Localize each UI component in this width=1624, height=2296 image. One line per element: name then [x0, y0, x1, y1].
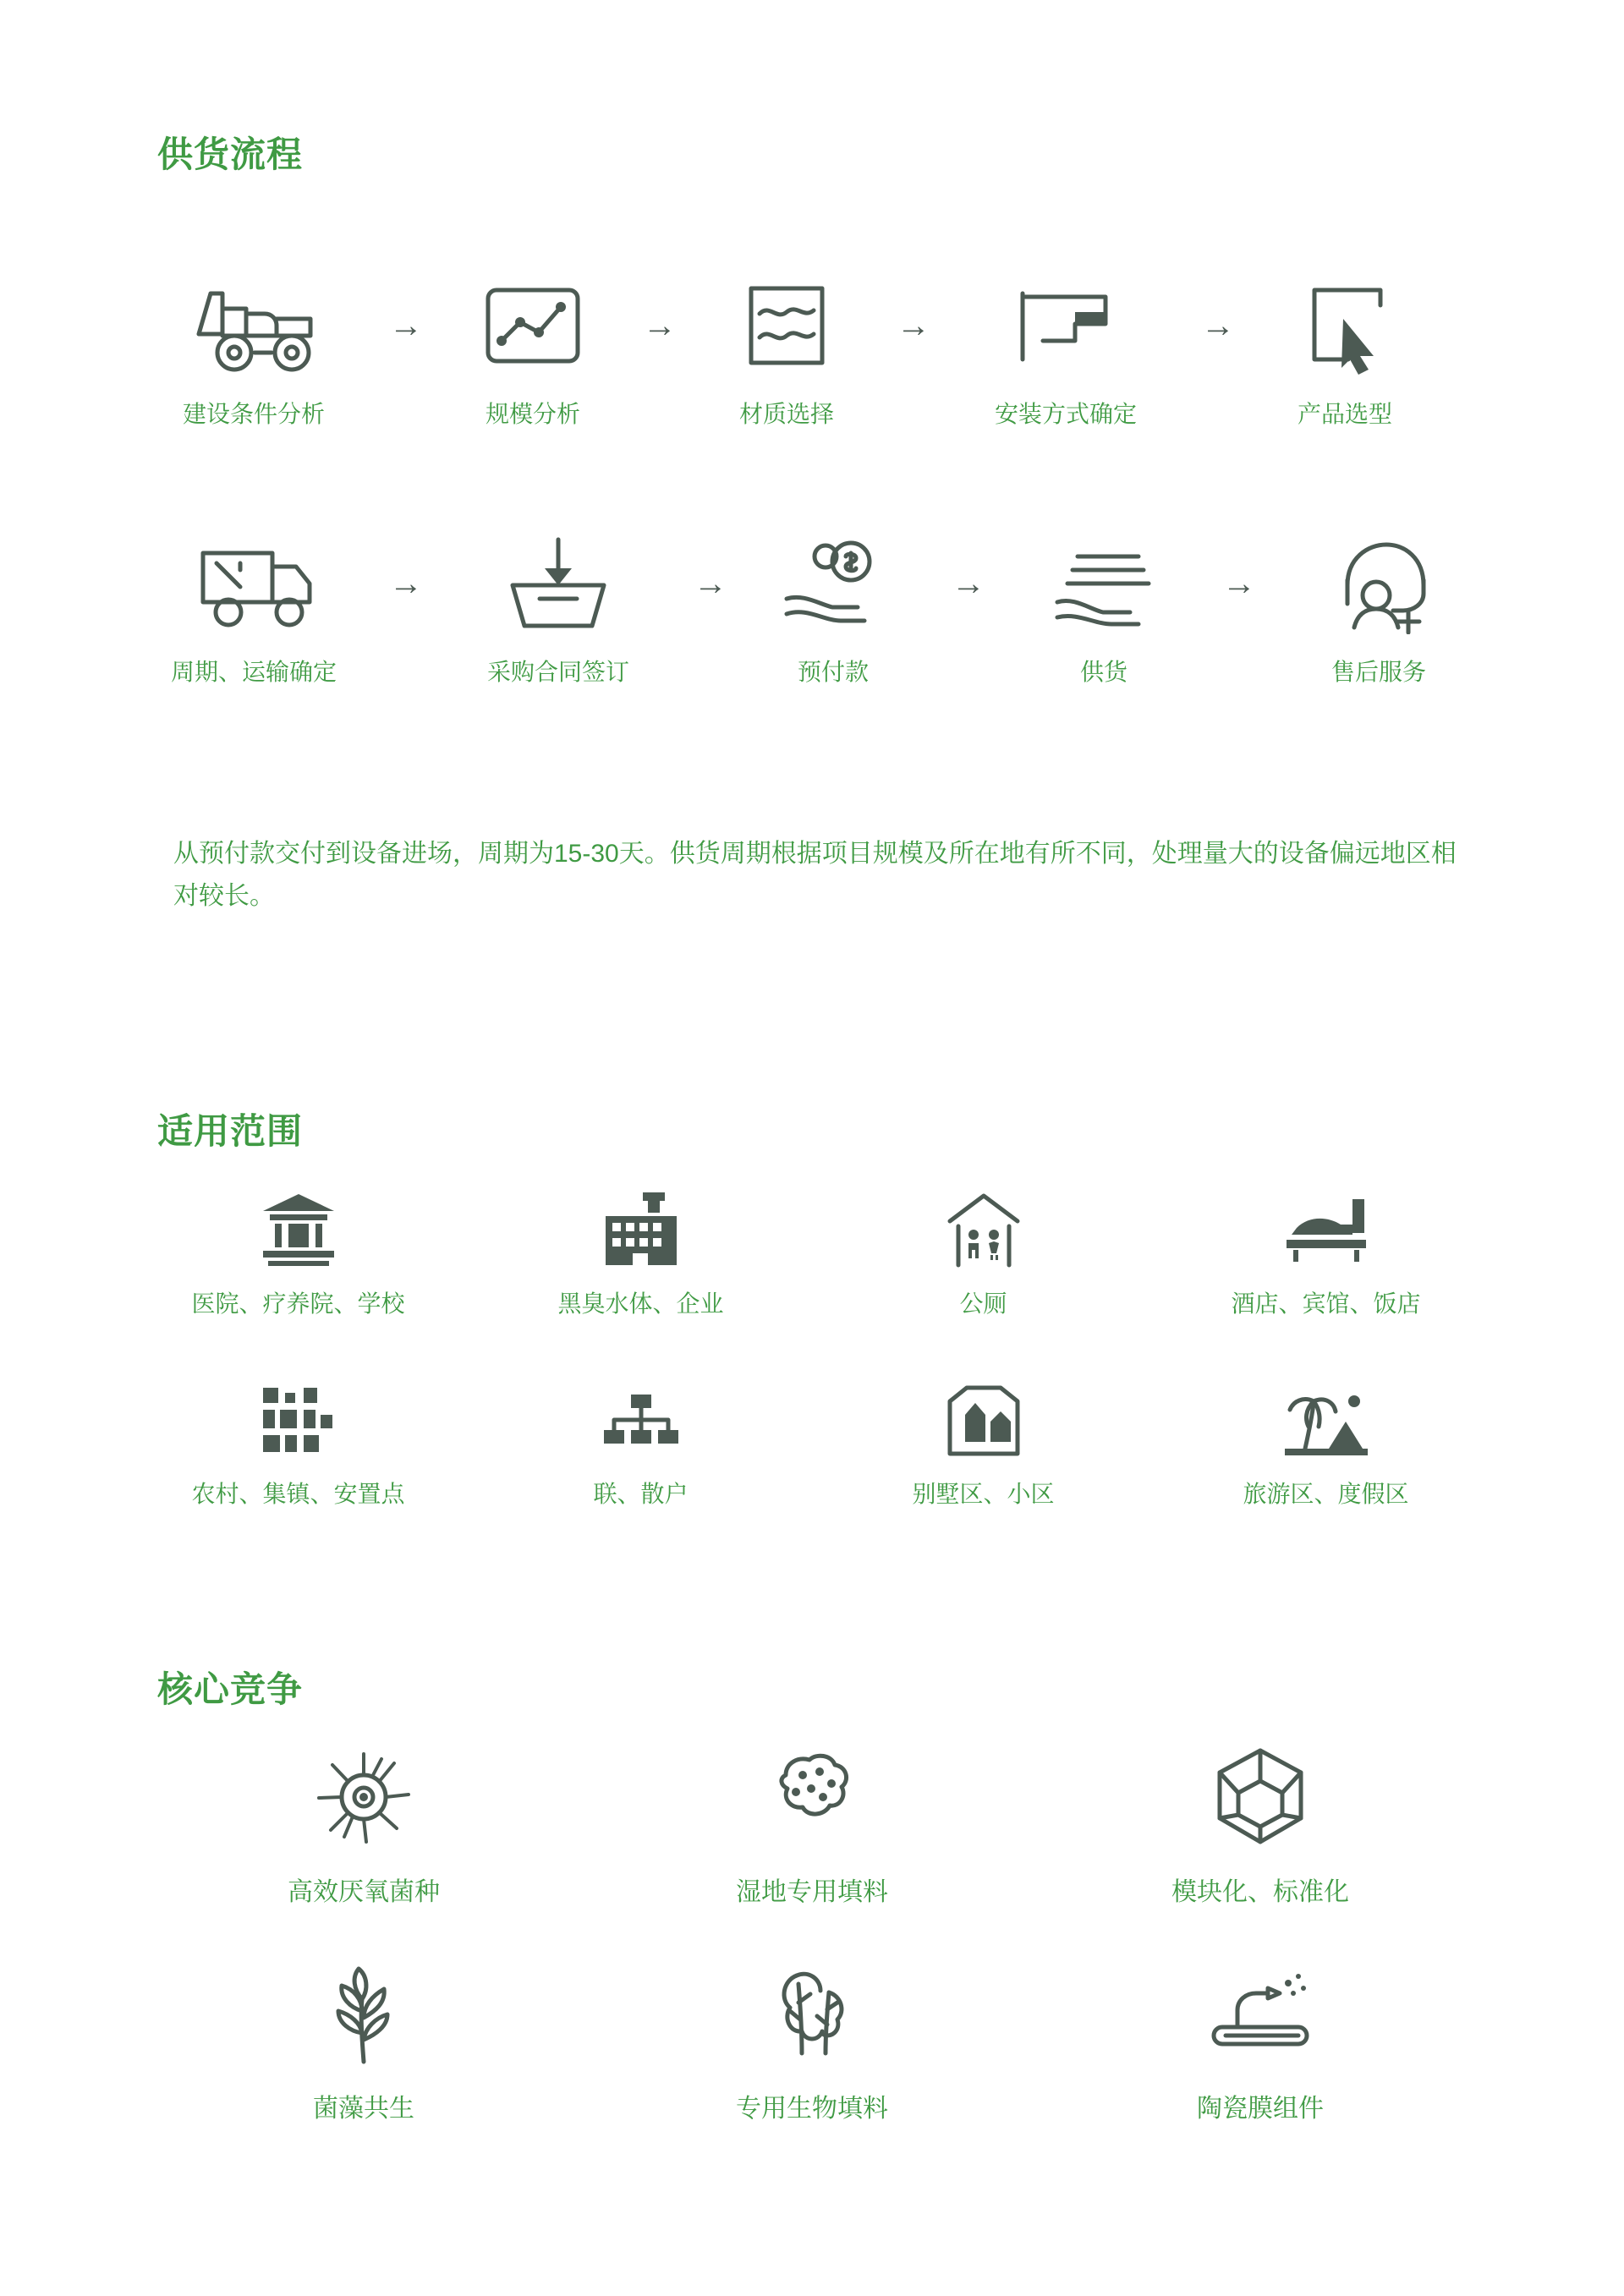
- hand-documents-icon: [1040, 529, 1167, 638]
- flow-step-product-selection: [1243, 271, 1446, 430]
- flow-step-label: 采购合同签订: [486, 659, 629, 685]
- core-item-anaerobic-bacteria: [140, 1742, 588, 1908]
- core-item-algae-symbiosis: [140, 1959, 588, 2124]
- download-basket-icon: [491, 529, 626, 638]
- flow-step-label: 售后服务: [1330, 659, 1426, 685]
- core-item-label: 湿地专用填料: [736, 1878, 888, 1906]
- network-nodes-icon: [599, 1366, 683, 1459]
- section-title-supply-flow: 供货流程: [157, 134, 304, 175]
- flow-step-label: 规模分析: [485, 401, 580, 427]
- scope-item-label: 医院、疗养院、学校: [191, 1290, 405, 1317]
- flow-step-prepayment: [736, 529, 930, 688]
- flow-arrow-5: →: [389, 565, 423, 602]
- scope-item-village: [127, 1366, 469, 1510]
- residential-area-icon: [941, 1366, 1026, 1459]
- core-item-label: 模块化、标准化: [1171, 1878, 1349, 1906]
- pavilion-icon: [256, 1175, 341, 1269]
- flow-step-label: 材质选择: [738, 401, 834, 427]
- flow-step-cycle-transport: [127, 529, 381, 688]
- core-item-label: 陶瓷膜组件: [1197, 2095, 1324, 2123]
- flow-step-installation-method: [939, 271, 1193, 430]
- scope-item-label: 黑臭水体、企业: [557, 1290, 724, 1317]
- flow-step-label: 建设条件分析: [182, 401, 325, 427]
- core-item-label: 高效厌氧菌种: [288, 1878, 440, 1906]
- supply-flow-note: 从预付款交付到设备进场，周期为15-30天。供货周期根据项目规模及所在地有所不同，处理量大的设备偏远地区相对较长。: [173, 840, 1457, 910]
- wetland-media-icon: [757, 1742, 867, 1852]
- scope-item-hotel: [1155, 1175, 1497, 1319]
- flow-step-label: 预付款: [797, 659, 869, 685]
- flow-step-label: 安装方式确定: [994, 401, 1137, 427]
- scope-item-label: 别墅区、小区: [912, 1481, 1055, 1507]
- flow-step-material-selection: [685, 271, 888, 430]
- core-grid: [140, 1742, 1484, 2124]
- section-title-core: 核心竞争: [157, 1669, 304, 1710]
- flow-arrow-2: →: [643, 307, 677, 344]
- flow-step-after-sales: [1277, 529, 1480, 688]
- flow-arrow-4: →: [1201, 307, 1235, 344]
- flow-step-label: 供货: [1079, 659, 1127, 685]
- loader-machine-icon: [173, 271, 334, 381]
- cursor-select-icon: [1286, 271, 1404, 381]
- ceramic-membrane-icon: [1205, 1959, 1315, 2069]
- algae-icon: [313, 1959, 414, 2069]
- flow-arrow-7: →: [952, 565, 985, 602]
- bio-trees-icon: [761, 1959, 863, 2069]
- core-item-label: 专用生物填料: [736, 2095, 888, 2123]
- flow-step-purchase-contract: [431, 529, 685, 688]
- scope-item-water-enterprise: [469, 1175, 812, 1319]
- scope-item-label: 旅游区、度假区: [1243, 1481, 1409, 1507]
- scope-grid: [127, 1175, 1497, 1510]
- core-item-wetland-media: [588, 1742, 1036, 1908]
- flow-step-scale-analysis: [431, 271, 634, 430]
- scope-item-label: 农村、集镇、安置点: [191, 1481, 405, 1507]
- flow-arrow-8: →: [1222, 565, 1256, 602]
- module-cube-icon: [1210, 1742, 1311, 1852]
- scope-item-residential: [812, 1366, 1155, 1510]
- supply-flow-row-2: [127, 529, 1480, 688]
- headset-support-icon: [1315, 529, 1442, 638]
- flow-step-label: 周期、运输确定: [170, 659, 337, 685]
- delivery-truck-icon: [178, 529, 330, 638]
- scope-item-label: 酒店、宾馆、饭店: [1231, 1290, 1421, 1317]
- core-item-modular: [1036, 1742, 1484, 1908]
- flow-arrow-6: →: [694, 565, 727, 602]
- flow-step-label: 产品选型: [1297, 401, 1392, 427]
- supply-flow-row-1: [127, 271, 1446, 430]
- flow-step-supply: [1007, 529, 1201, 688]
- scope-item-label: 公厕: [959, 1290, 1007, 1317]
- section-title-scope: 适用范围: [157, 1110, 304, 1152]
- hotel-bed-icon: [1280, 1175, 1373, 1269]
- resort-palm-icon: [1280, 1366, 1373, 1459]
- core-item-label: 菌藻共生: [313, 2095, 414, 2123]
- factory-icon: [599, 1175, 683, 1269]
- scope-item-hospital: [127, 1175, 469, 1319]
- scope-item-scattered-households: [469, 1366, 812, 1510]
- pipe-install-icon: [994, 271, 1138, 381]
- hand-money-icon: [770, 529, 897, 638]
- scope-item-resort: [1155, 1366, 1497, 1510]
- scope-item-label: 联、散户: [593, 1481, 689, 1507]
- core-item-ceramic-membrane: [1036, 1959, 1484, 2124]
- flow-step-construction-analysis: [127, 271, 381, 430]
- public-toilet-icon: [941, 1175, 1026, 1269]
- flow-arrow-1: →: [389, 307, 423, 344]
- material-waves-icon: [727, 271, 846, 381]
- scatter-chart-icon: [469, 271, 596, 381]
- microbe-icon: [309, 1742, 419, 1852]
- scope-item-public-toilet: [812, 1175, 1155, 1319]
- village-blocks-icon: [258, 1366, 339, 1459]
- core-item-bio-media: [588, 1959, 1036, 2124]
- flow-arrow-3: →: [897, 307, 930, 344]
